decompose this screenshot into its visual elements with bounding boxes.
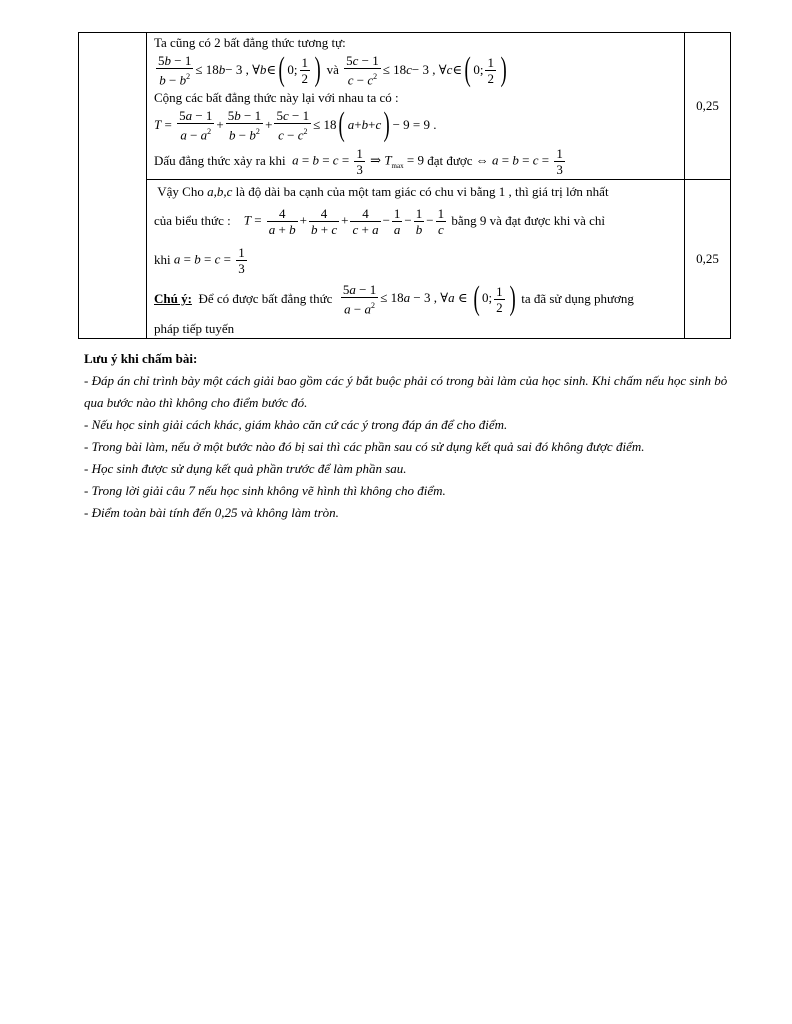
text-line: Ta cũng có 2 bất đẳng thức tương tự: [154,35,346,50]
table-row [79,33,731,180]
notes-title: Lưu ý khi chấm bài: [84,351,198,366]
solution-cell [147,33,685,180]
khi-line: khi a = b = c = $\frac{1}{3}$ [154,244,245,276]
chu-y-text: Để có được bất đẳng thức [198,291,333,306]
inequality-line: $\frac{5b - 1}{b - b^2}$ ≤ 18 b − 3 , ∀ b ∈ ( 0; $\frac{1}{2}$ ) và $\frac{5c - 1}{c - c^2}$ ≤ 18 c − 3 , ∀ c ∈ ( 0; $\frac{1}{2}$ ) [158,51,507,88]
expr-suffix: bằng 9 và đạt được khi và chỉ [451,213,605,228]
sum-equation: T = $\frac{5a - 1}{a - a^2}$ + $\frac{5b - 1}{b - b^2}$ + $\frac{5c - 1}{c - c^2}$ ≤ 18 ( a + b + c ) − 9 = 9 . [154,106,437,143]
conclusion-start: Vậy Cho [157,184,204,199]
equality-prefix: Dấu đẳng thức xảy ra khi [154,153,286,168]
text-line: Vậy Cho a,b,c là độ dài ba cạnh của một tam giác có chu vi bằng 1 , thì giá trị lớn nhất [157,184,609,199]
note-item: - Học sinh được sử dụng kết quả phần trước để làm phần sau. [84,461,407,476]
note-line: Chú ý: Để có được bất đẳng thức $\frac{5a - 1}{a - a^2}$ ≤ 18a − 3 , ∀a ∈ ( 0; $\frac{1}{2}$ ) ta đã sử dụng phương [154,280,634,317]
conclusion-rest: là độ dài ba cạnh của một tam giác có chu vi bằng 1 , thì giá trị lớn nhất [235,184,609,199]
solution-cell [147,180,685,339]
grading-notes [84,348,734,524]
expression-line: của biểu thức : T = $\frac{4}{a + b}$ + $\frac{4}{b + c}$ + $\frac{4}{c + a}$ − $\frac{1}{a}$ − $\frac{1}{b}$ − $\frac{1}{c}$ bằng 9 và đạt được khi và chỉ [154,205,605,237]
note-item: - Đáp án chỉ trình bày một cách giải bao gồm các ý bắt buộc phải có trong bài làm của học sinh. Khi chấm nếu học sinh bỏ qua bước nào thì không cho điểm bước đó. [84,373,728,410]
table-row [79,180,731,339]
note-item: - Điểm toàn bài tính đến 0,25 và không làm tròn. [84,505,339,520]
chu-y-tail: ta đã sử dụng phương [521,291,634,306]
score-cell: 0,25 [685,180,731,339]
and-word: và [326,62,339,77]
note-item: - Trong bài làm, nếu ở một bước nào đó bị sai thì các phần sau có sử dụng kết quả sai đó không được điểm. [84,439,645,454]
equality-line: Dấu đẳng thức xảy ra khi a = b = c = $\frac{1}{3}$ ⇒ $T_{max} = 9$ đạt được ⇔ a = b = c = $\frac{1}{3}$ [154,145,563,177]
text-line: Cộng các bất đẳng thức này lại với nhau ta có : [154,90,399,105]
grading-table [78,32,731,339]
score-cell: 0,25 [685,33,731,180]
question-cell [79,33,147,339]
note-item: - Nếu học sinh giải cách khác, giám khảo căn cứ các ý trong đáp án để cho điểm. [84,417,508,432]
chu-y-label: Chú ý: [154,291,192,306]
text-line: pháp tiếp tuyến [154,321,235,336]
khi-word: khi [154,252,171,267]
expr-prefix: của biểu thức : [154,213,231,228]
equality-mid: đạt được [427,153,473,168]
note-item: - Trong lời giải câu 7 nếu học sinh không vẽ hình thì không cho điểm. [84,483,446,498]
